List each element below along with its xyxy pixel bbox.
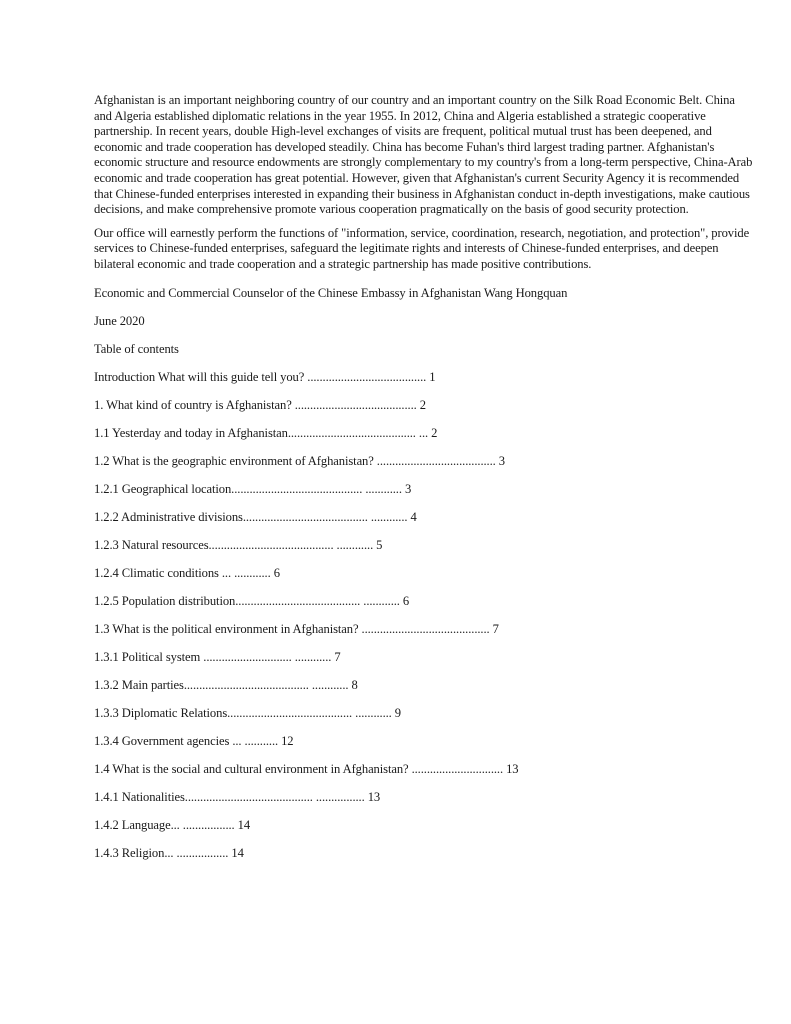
toc-entry-1-2-4[interactable]: 1.2.4 Climatic conditions ... ............ 6: [94, 565, 280, 580]
toc-entry-1-3-3[interactable]: 1.3.3 Diplomatic Relations......................................... ............ 9: [94, 705, 401, 720]
toc-entry-1-3-2[interactable]: 1.3.2 Main parties......................................... ............ 8: [94, 677, 358, 692]
toc-entry-1-2-3[interactable]: 1.2.3 Natural resources......................................... ............ 5: [94, 537, 383, 552]
toc-entry-1-4-3[interactable]: 1.4.3 Religion... ................. 14: [94, 845, 244, 860]
toc-entry-1-4-2[interactable]: 1.4.2 Language... ................. 14: [94, 817, 251, 832]
intro-paragraph: Afghanistan is an important neighboring country of our country and an important country on the Silk Road Economic Belt. China and Algeria established diplomatic relations in the year 1955. In 2012, China and Algeria established a strategic cooperative partnership. In recent years, double High-level exchanges of visits are frequent, political mutual trust has been deepened, and economic and trade cooperation has developed steadily. China has become Fuhan's third largest trading partner. Afghanistan's economic structure and resource endowments are strongly complementary to my country's from a long-term perspective, China-Arab economic and trade cooperation has great potential. However, given that Afghanistan's current Security Agency it is recommended that Chinese-funded enterprises interested in expanding their business in Afghanistan conduct in-depth investigations, make cautious decisions, and make comprehensive promote various cooperation pragmatically on the basis of good security protection.: [94, 93, 753, 217]
office-paragraph: Our office will earnestly perform the functions of "information, service, coordination, research, negotiation, and protection", provide services to Chinese-funded enterprises, safeguard the legitimate rights and interests of Chinese-funded enterprises, and deepen bilateral economic and trade cooperation and a strategic partnership has made positive contributions.: [94, 225, 750, 271]
toc-entry-1-2-1[interactable]: 1.2.1 Geographical location........................................... ............ 3: [94, 481, 412, 496]
toc-entry-1-3[interactable]: 1.3 What is the political environment in Afghanistan? .......................................... 7: [94, 621, 499, 636]
toc-entry-1-3-4[interactable]: 1.3.4 Government agencies ... ........... 12: [94, 733, 294, 748]
toc-entry-1-2-5[interactable]: 1.2.5 Population distribution......................................... ............ 6: [94, 593, 410, 608]
toc-heading: Table of contents: [94, 341, 179, 356]
document-page: [94, 93, 754, 873]
toc-entry-1-3-1[interactable]: 1.3.1 Political system ............................. ............ 7: [94, 649, 341, 664]
toc-entry-1-2[interactable]: 1.2 What is the geographic environment of Afghanistan? ....................................... 3: [94, 453, 505, 468]
date-line: June 2020: [94, 313, 145, 328]
table-of-contents: [94, 369, 754, 873]
toc-entry-1[interactable]: 1. What kind of country is Afghanistan? ........................................ 2: [94, 397, 426, 412]
toc-entry-1-4[interactable]: 1.4 What is the social and cultural environment in Afghanistan? .............................. 13: [94, 761, 519, 776]
toc-entry-1-4-1[interactable]: 1.4.1 Nationalities.......................................... ................ 13: [94, 789, 381, 804]
toc-entry-introduction[interactable]: Introduction What will this guide tell you? ....................................... 1: [94, 369, 436, 384]
toc-entry-1-2-2[interactable]: 1.2.2 Administrative divisions......................................... ............ 4: [94, 509, 417, 524]
toc-entry-1-1[interactable]: 1.1 Yesterday and today in Afghanistan.......................................... ... 2: [94, 425, 438, 440]
signature-line: Economic and Commercial Counselor of the Chinese Embassy in Afghanistan Wang Hongquan: [94, 285, 568, 300]
